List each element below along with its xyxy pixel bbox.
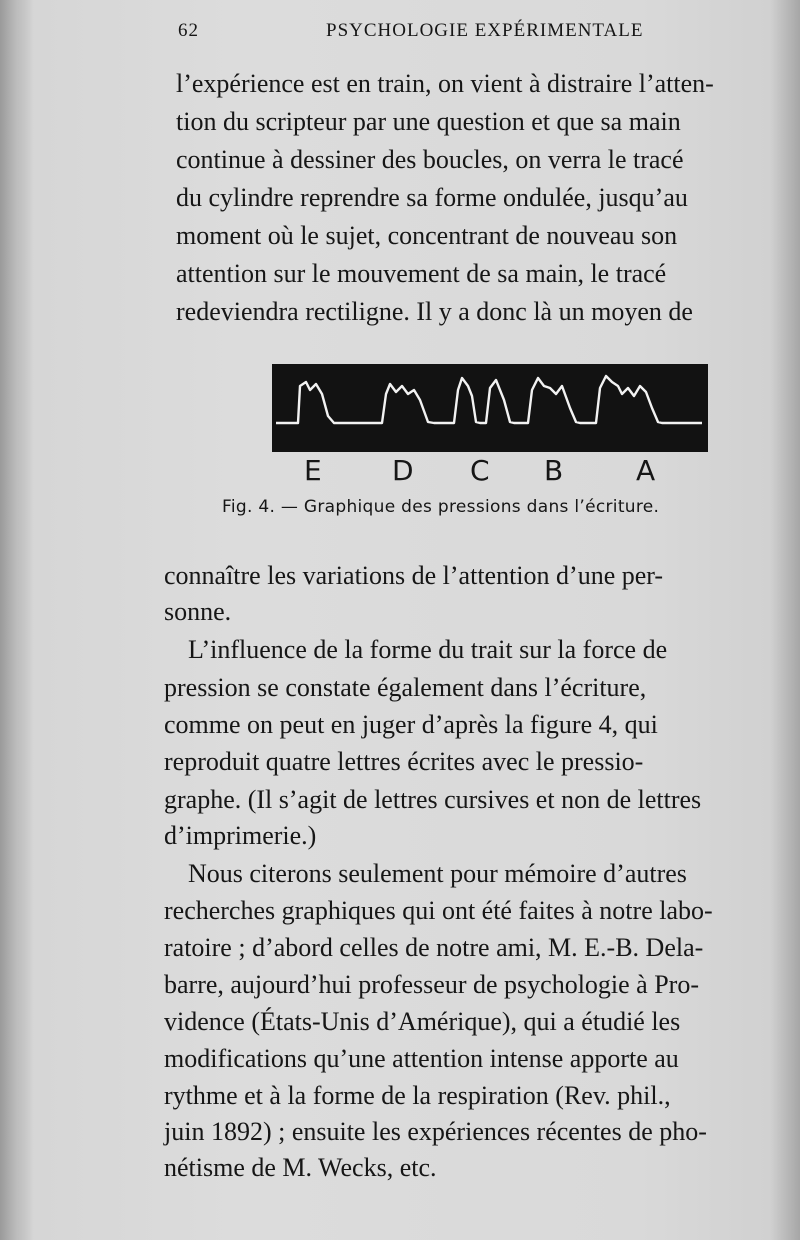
text-line: attention sur le mouvement de sa main, le tracé [176, 259, 667, 288]
text-line: pression se constate également dans l’écriture, [164, 673, 647, 702]
text-line: redeviendra rectiligne. Il y a donc là un moyen de [176, 297, 693, 326]
page-edge-shadow [770, 0, 800, 1240]
text-line: barre, aujourd’hui professeur de psychologie à Pro- [164, 970, 699, 999]
figure-label-a: A [636, 454, 656, 487]
figure-label-c: C [470, 454, 490, 487]
text-line: comme on peut en juger d’après la figure 4, qui [164, 710, 658, 739]
text-line: moment où le sujet, concentrant de nouveau son [176, 221, 678, 250]
text-line: vidence (États-Unis d’Amérique), qui a étudié les [164, 1007, 681, 1036]
text-line: sonne. [164, 597, 232, 626]
pressure-trace-icon [272, 364, 708, 452]
text-line: l’expérience est en train, on vient à distraire l’atten- [176, 69, 714, 98]
figure-label-b: B [544, 454, 564, 487]
running-title: PSYCHOLOGIE EXPÉRIMENTALE [326, 20, 644, 41]
figure-label-e: E [304, 454, 322, 487]
figure-caption: Fig. 4. — Graphique des pressions dans l’écriture. [222, 497, 660, 517]
page-number: 62 [178, 20, 199, 41]
text-line: Nous citerons seulement pour mémoire d’autres [188, 859, 687, 888]
text-line: d’imprimerie.) [164, 821, 317, 850]
text-line: rythme et à la forme de la respiration (Rev. phil., [164, 1081, 671, 1110]
pressure-graph-figure [272, 364, 708, 452]
text-line: recherches graphiques qui ont été faites à notre labo- [164, 896, 713, 925]
figure-label-d: D [392, 454, 414, 487]
figure-letter-labels [272, 454, 712, 494]
page-binding-shadow [0, 0, 34, 1240]
text-line: tion du scripteur par une question et que sa main [176, 107, 681, 136]
page-header [178, 20, 718, 48]
text-line: continue à dessiner des boucles, on verra le tracé [176, 145, 684, 174]
text-line: modifications qu’une attention intense apporte au [164, 1044, 679, 1073]
text-line: juin 1892) ; ensuite les expériences récentes de pho- [164, 1117, 707, 1146]
text-line: du cylindre reprendre sa forme ondulée, jusqu’au [176, 183, 688, 212]
text-line: connaître les variations de l’attention d’une per- [164, 561, 664, 590]
text-line: L’influence de la forme du trait sur la force de [188, 635, 668, 664]
text-line: nétisme de M. Wecks, etc. [164, 1153, 437, 1182]
text-line: ratoire ; d’abord celles de notre ami, M. E.-B. Dela- [164, 933, 704, 962]
text-line: reproduit quatre lettres écrites avec le pressio- [164, 747, 644, 776]
text-line: graphe. (Il s’agit de lettres cursives et non de lettres [164, 785, 702, 814]
